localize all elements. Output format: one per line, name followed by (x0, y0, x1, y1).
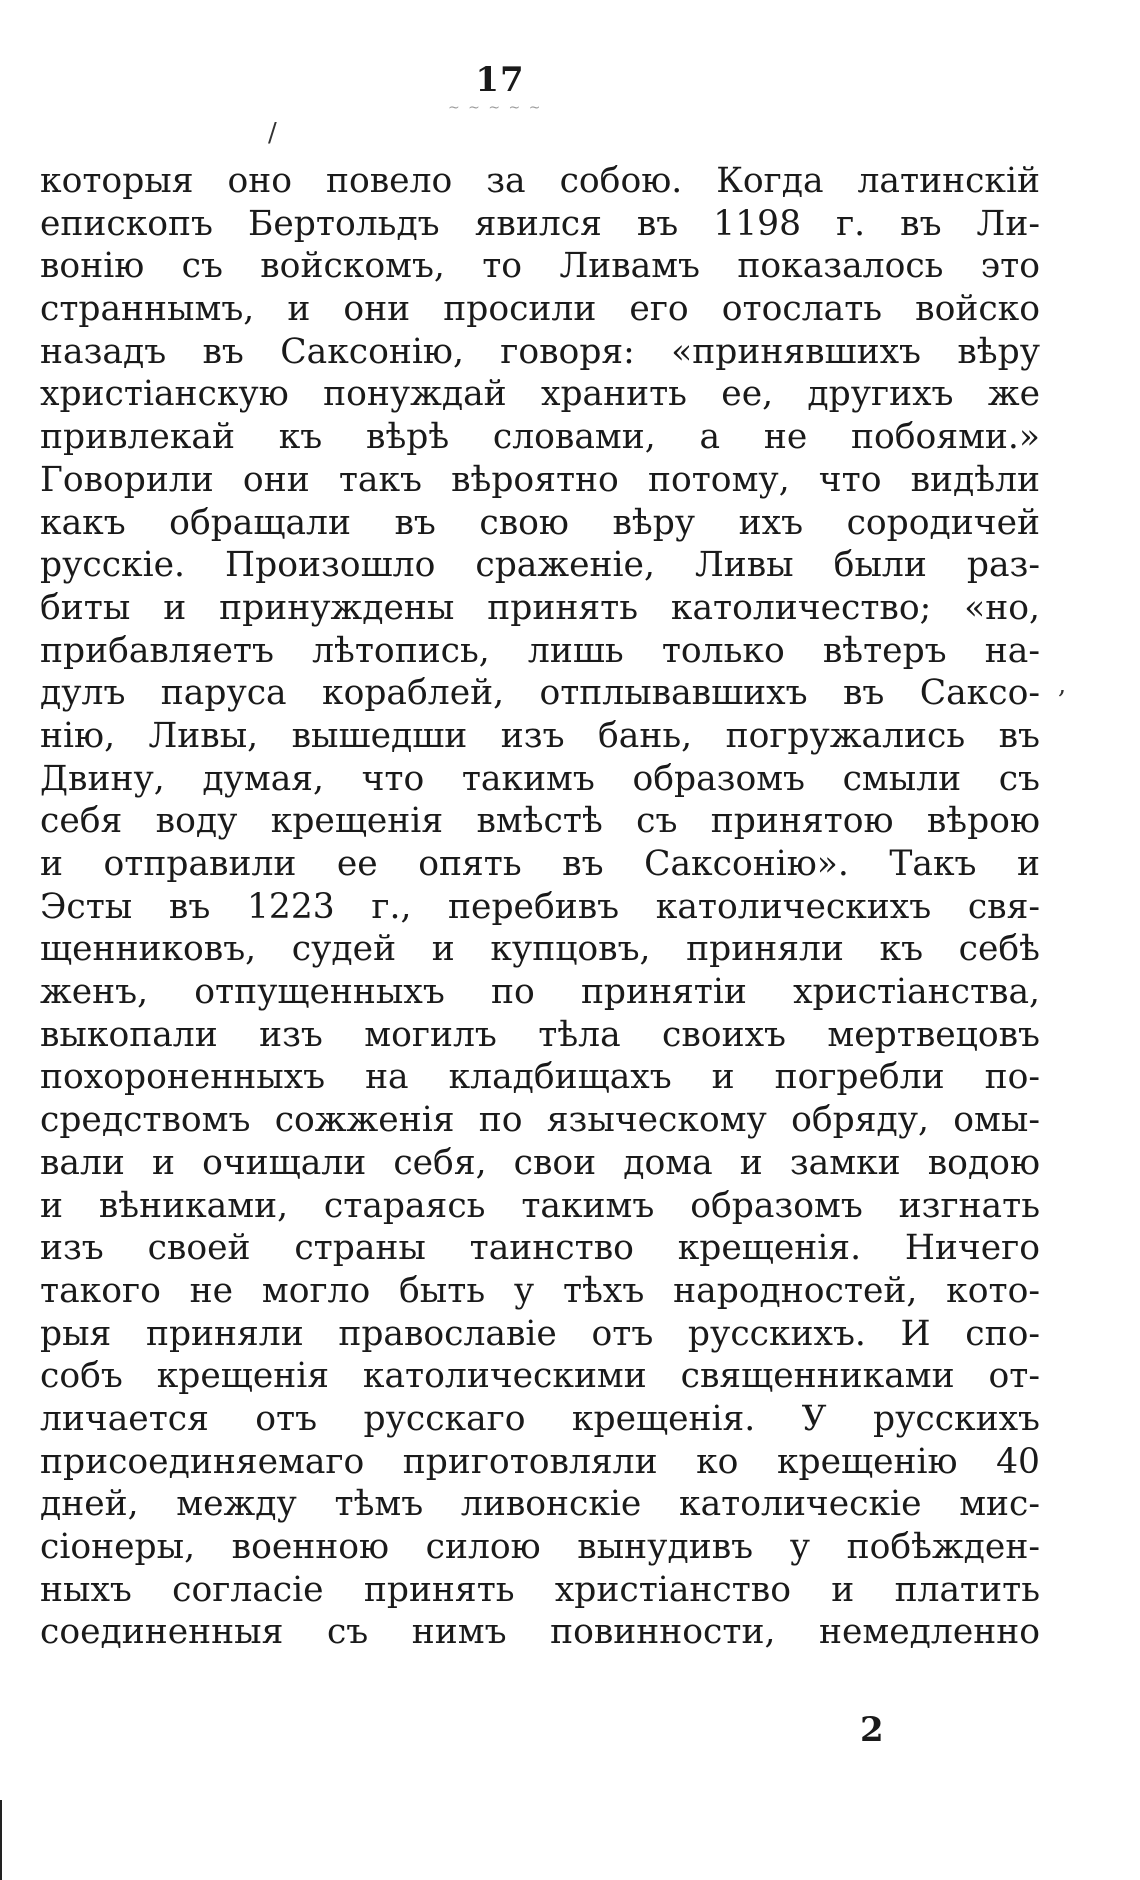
text-line: русскіе. Произошло сраженіе, Ливы были раз- (40, 545, 1040, 586)
text-line: средствомъ сожженія по языческому обряду, омы- (40, 1100, 1040, 1141)
print-speck: , (1058, 670, 1067, 700)
text-line: вонію съ войскомъ, то Ливамъ показалось это (40, 246, 1040, 287)
text-line: Говорили они такъ вѣроятно потому, что видѣли (40, 459, 1040, 500)
text-line: нію, Ливы, вышедши изъ бань, погружались въ (40, 715, 1040, 756)
signature-mark: 2 (860, 1710, 884, 1750)
text-line: биты и принуждены принять католичество; «но, (40, 587, 1040, 628)
text-line: прибавляетъ лѣтопись, лишь только вѣтеръ на- (40, 630, 1040, 671)
text-line: христіанскую понуждай хранить ее, другихъ же (40, 374, 1040, 415)
text-line: Двину, думая, что такимъ образомъ смыли съ (40, 758, 1040, 799)
text-line: присоединяемаго приготовляли ко крещенію 40 (40, 1441, 1040, 1482)
text-line: такого не могло быть у тѣхъ народностей, кото- (40, 1270, 1040, 1311)
text-line: собъ крещенія католическими священниками от- (40, 1356, 1040, 1397)
text-line: и отправили ее опять въ Саксонію». Такъ и (40, 844, 1040, 884)
text-line: епископъ Бертольдъ явился въ 1198 г. въ Ли- (40, 203, 1040, 244)
text-line: личается отъ русскаго крещенія. У русскихъ (40, 1398, 1040, 1439)
page-number: 17 (475, 60, 525, 100)
text-line: дулъ паруса кораблей, отплывавшихъ въ Саксо- (40, 673, 1040, 714)
scan-edge-mark (0, 1800, 2, 1880)
text-line: дней, между тѣмъ ливонскіе католическіе мис- (40, 1484, 1040, 1525)
text-line: себя воду крещенія вмѣстѣ съ принятою вѣрою (40, 801, 1040, 842)
text-line: рыя приняли православіе отъ русскихъ. И спо- (40, 1313, 1040, 1354)
text-line: женъ, отпущенныхъ по принятіи христіанства, (40, 972, 1040, 1013)
text-line: щенниковъ, судей и купцовъ, приняли къ себѣ (40, 929, 1040, 970)
text-line: которыя оно повело за собою. Когда латинскій (40, 161, 1040, 201)
text-line: какъ обращали въ свою вѣру ихъ сородичей (40, 502, 1040, 543)
body-text (40, 160, 1040, 1654)
text-line: ныхъ согласіе принять христіанство и платить (40, 1569, 1040, 1610)
text-line: изъ своей страны таинство крещенія. Ничего (40, 1228, 1040, 1269)
text-line: сіонеры, военною силою вынудивъ у побѣжден- (40, 1527, 1040, 1567)
header-ornament: ~ ~ ~ ~ ~ (448, 100, 543, 116)
text-line: страннымъ, и они просили его отослать войско (40, 289, 1040, 330)
text-line: назадъ въ Саксонію, говоря: «принявшихъ вѣру (40, 331, 1040, 372)
text-line: и вѣниками, стараясь такимъ образомъ изгнать (40, 1185, 1040, 1226)
text-line: привлекай къ вѣрѣ словами, а не побоями.» (40, 417, 1040, 458)
text-line: похороненныхъ на кладбищахъ и погребли по- (40, 1057, 1040, 1098)
text-line: вали и очищали себя, свои дома и замки водою (40, 1142, 1040, 1183)
text-line: выкопали изъ могилъ тѣла своихъ мертвецовъ (40, 1014, 1040, 1055)
text-line: Эсты въ 1223 г., перебивъ католическихъ свя- (40, 886, 1040, 927)
print-speck: / (268, 118, 277, 148)
text-line: соединенныя съ нимъ повинности, немедленно (40, 1612, 1040, 1653)
